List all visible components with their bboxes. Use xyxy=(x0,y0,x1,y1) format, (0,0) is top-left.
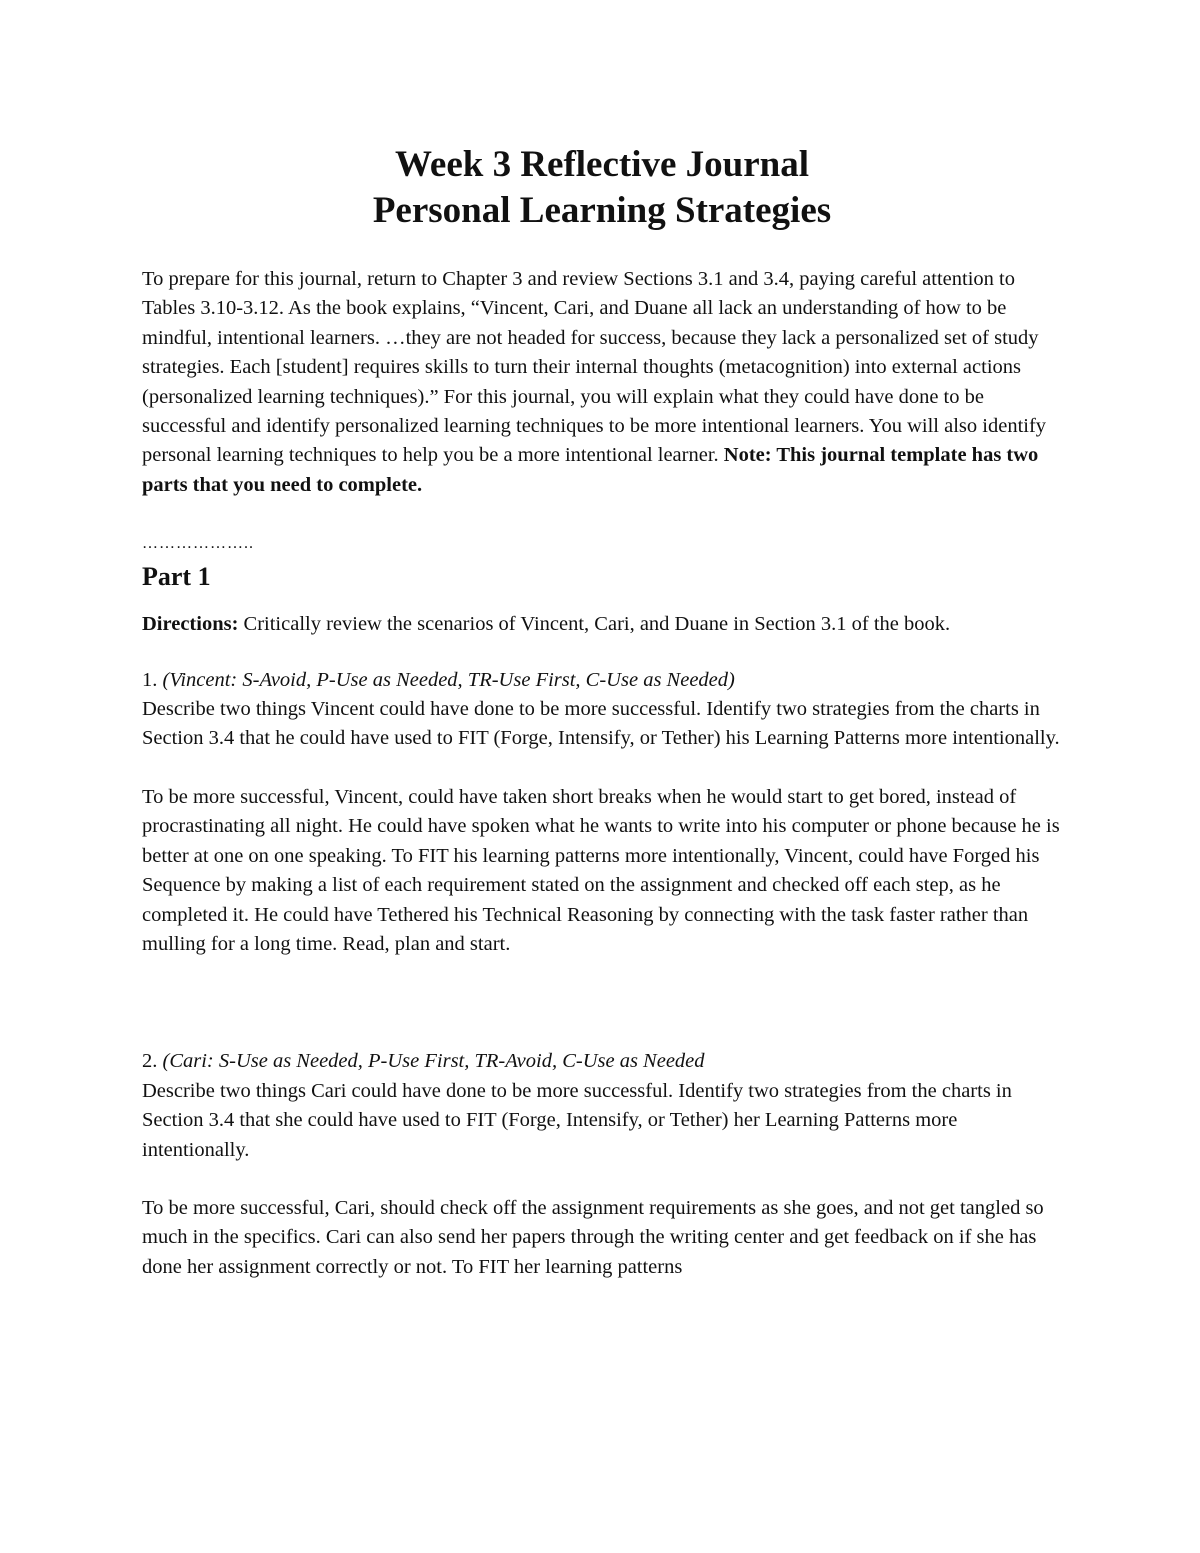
intro-paragraph xyxy=(142,265,1062,500)
question-1-number: 1. xyxy=(142,668,163,691)
question-2-prompt: Describe two things Cari could have done to be more successful. Identify two strategies from the charts in Section 3.4 that she could have used to FIT (Forge, Intensify, or Tether) her Learning Patterns more intentionally. xyxy=(142,1079,1012,1161)
answer-1: To be more successful, Vincent, could have taken short breaks when he would start to get bored, instead of procrastinating all night. He could have spoken what he wants to write into his computer or phone because he is better at one on one speaking. To FIT his learning patterns more intentionally, Vincent, could have Forged his Sequence by making a list of each requirement stated on the assignment and checked off each step, as he completed it. He could have Tethered his Technical Reasoning by connecting with the task faster rather than mulling for a long time. Read, plan and start. xyxy=(142,785,1060,955)
question-2 xyxy=(142,1047,1062,1165)
question-1-prompt: Describe two things Vincent could have done to be more successful. Identify two strategies from the charts in Section 3.4 that he could have used to FIT (Forge, Intensify, or Tether) his Learning Patterns more intentionally. xyxy=(142,698,1060,750)
intro-text: To prepare for this journal, return to Chapter 3 and review Sections 3.1 and 3.4, paying careful attention to Tables 3.10-3.12. As the book explains, “Vincent, Cari, and Duane all lack an understanding of how to be mindful, intentional learners. …they are not headed for success, because they lack a personalized set of study strategies. Each [student] requires skills to turn their internal thoughts (metacognition) into external actions (personalized learning techniques).” For this journal, you will explain what they could have done to be successful and identify personalized learning techniques to be more intentional learners. You will also identify personal learning techniques to help you be a more intentional learner. xyxy=(142,268,1047,467)
title-line-1: Week 3 Reflective Journal xyxy=(394,144,810,185)
section-separator: ……………….. xyxy=(142,535,254,553)
directions-paragraph xyxy=(142,610,1062,639)
document-body xyxy=(142,142,1062,1282)
document-title xyxy=(142,142,1062,234)
question-2-number: 2. xyxy=(142,1050,163,1073)
directions-label: Directions: xyxy=(142,613,239,636)
directions-text: Critically review the scenarios of Vincent, Cari, and Duane in Section 3.1 of the book. xyxy=(238,613,951,636)
question-2-patterns: (Cari: S-Use as Needed, P-Use First, TR-Avoid, C-Use as Needed xyxy=(162,1050,705,1073)
answer-2: To be more successful, Cari, should check off the assignment requirements as she goes, and not get tangled so much in the specifics. Cari can also send her papers through the writing center and get feedback on if she has done her assignment correctly or not. To FIT her learning patterns xyxy=(142,1196,1044,1278)
question-1 xyxy=(142,666,1062,754)
question-1-patterns: (Vincent: S-Avoid, P-Use as Needed, TR-Use First, C-Use as Needed) xyxy=(162,668,735,691)
part-1-heading: Part 1 xyxy=(142,562,211,592)
title-line-2: Personal Learning Strategies xyxy=(372,190,832,231)
intro-note: Note: This journal template has two parts that you need to complete. xyxy=(142,444,1039,496)
